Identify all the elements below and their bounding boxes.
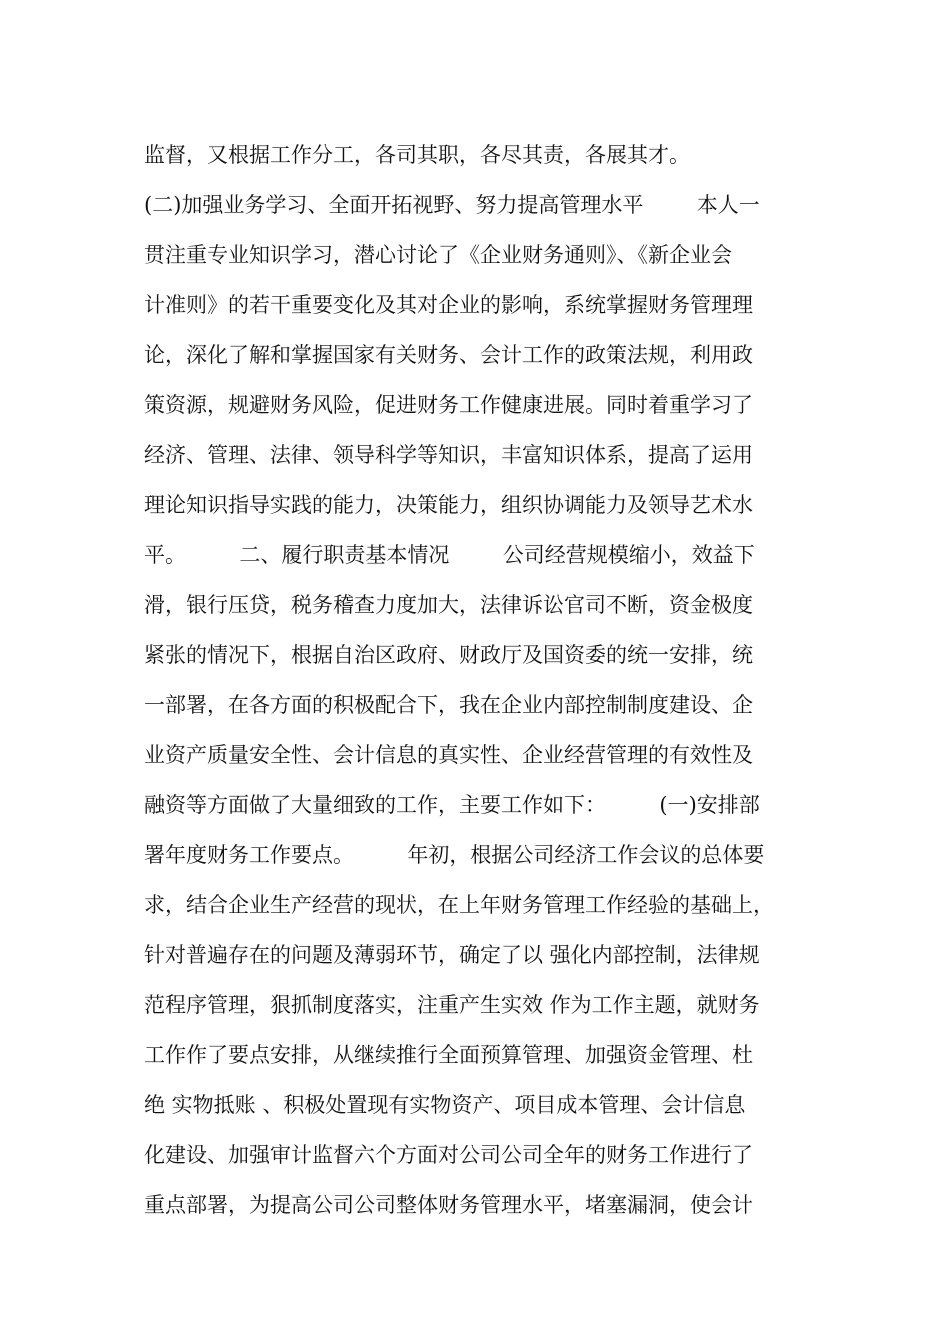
text-line: 工作作了要点安排，从继续推行全面预算管理、加强资金管理、杜 bbox=[144, 1043, 753, 1067]
text-line: 策资源，规避财务风险，促进财务工作健康进展。同时着重学习了 bbox=[144, 393, 753, 417]
document-body bbox=[144, 130, 824, 1230]
text-line: 一部署，在各方面的积极配合下，我在企业内部控制制度建设、企 bbox=[144, 693, 753, 717]
text-line: 计准则》的若干重要变化及其对企业的影响，系统掌握财务管理理 bbox=[144, 293, 753, 317]
text-line: 滑，银行压贷，税务稽查力度加大，法律诉讼官司不断，资金极度 bbox=[144, 593, 753, 617]
text-line: 绝 实物抵账 、积极处置现有实物资产、项目成本管理、会计信息 bbox=[144, 1093, 746, 1117]
text-line: 针对普遍存在的问题及薄弱环节，确定了以 强化内部控制，法律规 bbox=[144, 943, 760, 967]
text-line: (二)加强业务学习、全面开拓视野、努力提高管理水平 本人一 bbox=[144, 193, 760, 217]
text-line: 紧张的情况下，根据自治区政府、财政厅及国资委的统一安排，统 bbox=[144, 643, 753, 667]
text-line: 业资产质量安全性、会计信息的真实性、企业经营管理的有效性及 bbox=[144, 743, 753, 767]
text-line: 理论知识指导实践的能力，决策能力，组织协调能力及领导艺术水 bbox=[144, 493, 753, 517]
text-line: 贯注重专业知识学习，潜心讨论了《企业财务通则》、《新企业会 bbox=[144, 243, 732, 267]
text-line: 署年度财务工作要点。 年初，根据公司经济工作会议的总体要 bbox=[144, 843, 765, 867]
text-line: 求，结合企业生产经营的现状，在上年财务管理工作经验的基础上， bbox=[144, 893, 774, 917]
text-line: 融资等方面做了大量细致的工作，主要工作如下： (一)安排部 bbox=[144, 793, 760, 817]
text-line: 监督，又根据工作分工，各司其职，各尽其责，各展其才。 bbox=[144, 143, 690, 167]
text-line: 经济、管理、法律、领导科学等知识，丰富知识体系，提高了运用 bbox=[144, 443, 753, 467]
text-line: 平。 二、履行职责基本情况 公司经营规模缩小，效益下 bbox=[144, 543, 755, 567]
text-line: 重点部署，为提高公司公司整体财务管理水平，堵塞漏洞，使会计 bbox=[144, 1193, 753, 1217]
text-line: 论，深化了解和掌握国家有关财务、会计工作的政策法规，利用政 bbox=[144, 343, 753, 367]
text-line: 范程序管理，狠抓制度落实，注重产生实效 作为工作主题，就财务 bbox=[144, 993, 760, 1017]
text-line: 化建设、加强审计监督六个方面对公司公司全年的财务工作进行了 bbox=[144, 1143, 753, 1167]
